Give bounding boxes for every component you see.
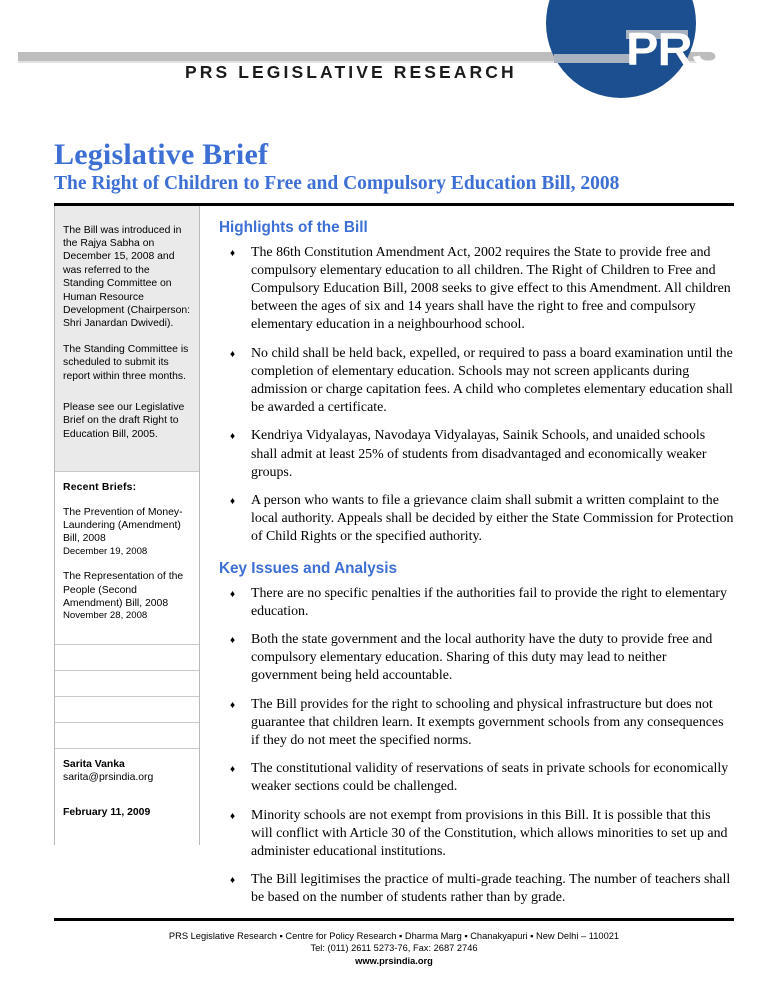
recent-brief-date: December 19, 2008 (63, 545, 148, 557)
recent-brief-title: The Prevention of Money-Laundering (Amendment) Bill, 2008 (63, 506, 183, 545)
page-title: Legislative Brief (54, 138, 269, 171)
key-issue-bullet: ♦ Both the state government and the local authority have the duty to provide free and compulsory elementary education. Sharing of this duty may lead to neither government being held accountable. (219, 631, 734, 686)
key-issue-bullet: ♦ The Bill legitimises the practice of multi-grade teaching. The number of teachers shall be based on the number of students rather than by grade. (219, 871, 734, 907)
key-issue-bullet: ♦ Minority schools are not exempt from provisions in this Bill. It is possible that this will conflict with Article 30 of the Constitution, which allows minorities to set up and administer educational institutions. (219, 807, 734, 862)
sidebar-top-spacer (55, 206, 199, 224)
key-issue-bullet: ♦ There are no specific penalties if the authorities fail to provide the right to elementary education. (219, 585, 734, 621)
sidebar-intro-paragraph-2: The Standing Committee is scheduled to submit its report within three months. (63, 343, 189, 382)
main-content (200, 206, 734, 918)
sidebar-intro-block (55, 224, 199, 392)
recent-brief-date: November 28, 2008 (63, 610, 148, 622)
highlights-bullet-list (219, 244, 734, 547)
sidebar-recent-briefs-block (55, 471, 199, 644)
page-subtitle: The Right of Children to Free and Compulsory Education Bill, 2008 (54, 173, 620, 194)
sidebar-spacer-below-intro (55, 450, 199, 471)
highlight-bullet: ♦ No child shall be held back, expelled, or required to pass a board examination until the completion of elementary education. Schools may not screen applicants during admission or charge capitation fees. A child who completes elementary education shall be awarded a certificate. (219, 345, 734, 418)
author-name: Sarita Vanka (63, 758, 125, 770)
sidebar-blank-cell-2 (55, 670, 199, 696)
key-issue-bullet: ♦ The constitutional validity of reservations of seats in private schools for economically weaker sections could be challenged. (219, 760, 734, 796)
sidebar-recent-briefs-heading: Recent Briefs: (63, 482, 137, 494)
sidebar-author-block (55, 748, 199, 785)
sidebar-blank-cell-3 (55, 696, 199, 722)
section-heading-key-issues: Key Issues and Analysis (219, 559, 397, 577)
highlight-bullet: ♦ A person who wants to file a grievance claim shall submit a written complaint to the local authority. Appeals shall be decided by either the State Commission for Protection of Child Rights or the specified authority. (219, 492, 734, 547)
section-key-issues (219, 560, 734, 908)
sidebar-date-block (55, 806, 199, 819)
section-highlights (219, 219, 734, 547)
recent-brief-item[interactable] (63, 570, 191, 623)
key-issue-bullet: ♦ The Bill provides for the right to schooling and physical infrastructure but does not guarantee that children learn. It exempts government schools from any consequences if they do not meet the specified norms. (219, 696, 734, 751)
footer (54, 930, 734, 968)
sidebar-spacer-below-author (55, 785, 199, 806)
sidebar-blank-cell-4 (55, 722, 199, 748)
recent-brief-item[interactable] (63, 506, 191, 559)
title-block (54, 138, 734, 196)
footer-divider (54, 918, 734, 921)
sidebar-bottom-spacer (55, 819, 199, 845)
footer-contact: Tel: (011) 2611 5273-76, Fax: 2687 2746 (310, 943, 478, 954)
sidebar-related-brief-block (55, 392, 199, 450)
masthead-wordmark: PRS LEGISLATIVE RESEARCH (185, 62, 517, 82)
footer-website[interactable]: www.prsindia.org (355, 955, 433, 966)
footer-address: PRS Legislative Research ▪ Centre for Policy Research ▪ Dharma Marg ▪ Chanakyapuri ▪ New Delhi – 110021 (168, 930, 620, 941)
logo-wordmark-text: PRS (626, 23, 724, 75)
author-email[interactable]: sarita@prsindia.org (63, 772, 154, 784)
key-issues-bullet-list (219, 585, 734, 908)
highlight-bullet: ♦ The 86th Constitution Amendment Act, 2002 requires the State to provide free and compulsory elementary education to all children. The Right of Children to Free and Compulsory Education Bill, 2008 seeks to give effect to this Amendment. All children between the ages of six and 14 years shall have the right to free and compulsory elementary education in a neighbourhood school. (219, 244, 734, 335)
section-heading-highlights: Highlights of the Bill (219, 218, 368, 236)
highlight-bullet: ♦ Kendriya Vidyalayas, Navodaya Vidyalayas, Sainik Schools, and unaided schools shall admit at least 25% of students from disadvantaged and economically weaker groups. (219, 427, 734, 482)
prs-logo (546, 0, 724, 98)
sidebar-intro-paragraph-3: Please see our Legislative Brief on the draft Right to Education Bill, 2005. (63, 401, 185, 440)
sidebar-intro-paragraph-1: The Bill was introduced in the Rajya Sabha on December 15, 2008 and was referred to the Standing Committee on Human Resource Development (Chairperson: Shri Janardan Dwivedi). (63, 224, 191, 330)
publish-date: February 11, 2009 (63, 806, 151, 818)
logo-bar-left-shape (554, 54, 632, 63)
document-body (54, 206, 734, 918)
recent-brief-title: The Representation of the People (Second Amendment) Bill, 2008 (63, 571, 184, 610)
sidebar-blank-cell-1 (55, 644, 199, 670)
masthead (0, 0, 768, 112)
sidebar (54, 206, 200, 846)
